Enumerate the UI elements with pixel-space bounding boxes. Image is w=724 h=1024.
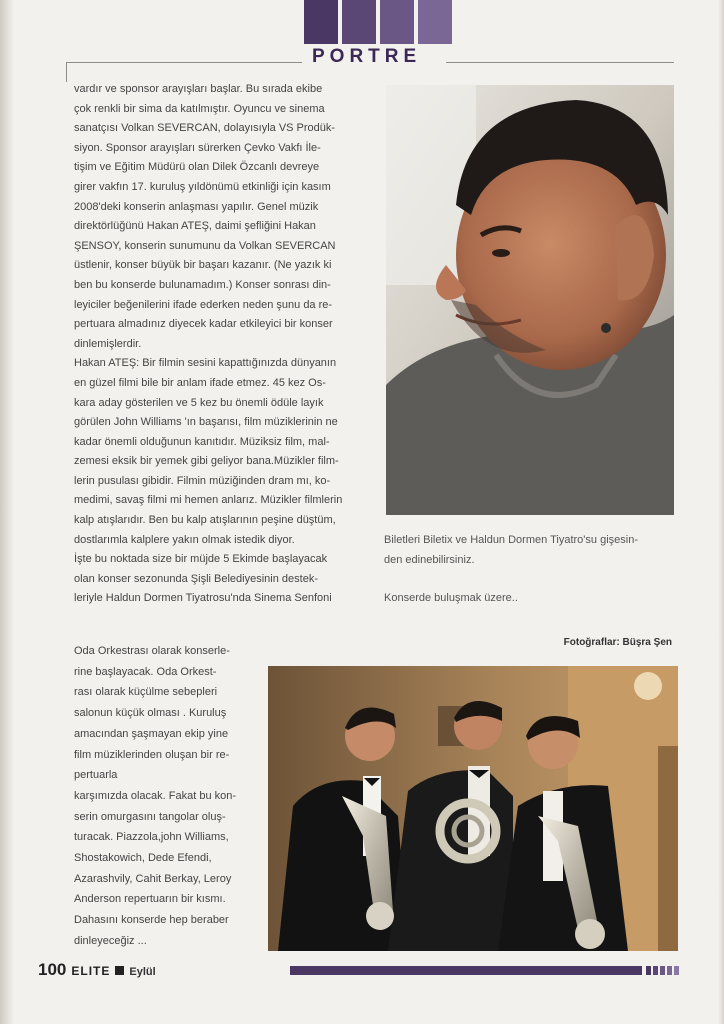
article-line: pertuarla: [74, 769, 118, 782]
article-line: Azarashvily, Cahit Berkay, Leroy: [74, 872, 232, 885]
article-line: ŞENSOY, konserin sunumunu da Volkan SEVERCAN: [74, 239, 336, 252]
article-line: üstlenir, konser büyük bir başarı kazanır. (Ne yazık ki: [74, 259, 332, 272]
article-line: kadar önemli olduğunun kanıtıdır. Müziksiz film, mal-: [74, 435, 330, 448]
color-block: [674, 966, 679, 975]
article-line: ben bu konserde bulunamadım.) Konser sonrası din-: [74, 278, 331, 291]
color-block: [380, 0, 414, 44]
issue-month: Eylül: [129, 966, 156, 978]
color-block: [418, 0, 452, 44]
article-column: [74, 80, 368, 609]
page-number: 100: [38, 960, 67, 979]
article-line: dinleyeceğiz ...: [74, 934, 147, 947]
article-line: vardır ve sponsor arayışları başlar. Bu sırada ekibe: [74, 83, 323, 95]
article-line: leriyle Haldun Dormen Tiyatrosu'nda Sinema Senfoni: [74, 592, 332, 605]
article-line: Anderson repertuarın bir kısmı.: [74, 893, 226, 906]
header-rule-left: [66, 62, 302, 63]
article-line: direktörlüğünü Hakan ATEŞ, daimi şefliğini Hakan: [74, 220, 316, 233]
article-line: en güzel filmi bile bir anlam ifade etmez. 45 kez Os-: [74, 376, 326, 389]
article-line: siyon. Sponsor arayışları sürerken Çevko Vakfı İle-: [74, 141, 321, 154]
magazine-logo: ELITE: [71, 964, 111, 978]
article-line: lerin pusulası gibidir. Filmin müziğinden dram mı, ko-: [74, 474, 331, 487]
color-block: [304, 0, 338, 44]
article-line: İşte bu noktada size bir müjde 5 Ekimde başlayacak: [74, 553, 328, 566]
article-line: serin omurgasını tangolar oluş-: [74, 810, 226, 823]
page-edge: [718, 0, 724, 1024]
closing-line: Konserde buluşmak üzere..: [384, 592, 518, 604]
article-line: Shostakowich, Dede Efendi,: [74, 852, 212, 865]
article-line: kalp atışlarıdır. Ben bu kalp atışlarının peşine düştüm,: [74, 514, 336, 527]
article-line: karşımızda olacak. Fakat bu kon-: [74, 789, 237, 802]
article-line: çok renkli bir sima da katılmıştır. Oyuncu ve sinema: [74, 102, 325, 115]
info-caption: [384, 530, 676, 608]
header-rule-right: [446, 62, 674, 63]
color-block: [667, 966, 672, 975]
article-line: 2008'deki konserin anlaşması yapılır. Genel müzik: [74, 200, 319, 213]
article-column-narrow: [74, 641, 254, 952]
article-line: Dahasını konserde hep beraber: [74, 914, 229, 927]
article-line: leyiciler beğenilerini ifade ederken neden şunu da re-: [74, 298, 333, 311]
article-line: turacak. Piazzola,john Williams,: [74, 831, 229, 844]
section-color-blocks: [304, 0, 452, 44]
article-line: medimi, savaş filmi mi hemen anlarız. Müzikler filmlerin: [74, 494, 343, 507]
article-line: salonun küçük olması . Kuruluş: [74, 707, 227, 720]
ticket-info: Biletleri Biletix ve Haldun Dormen Tiyatro'su gişesin-: [384, 534, 638, 546]
ticket-info-cont: den edinebilirsiniz.: [384, 554, 475, 566]
color-block: [342, 0, 376, 44]
page-gutter-shadow: [0, 0, 14, 1024]
page-footer: [38, 960, 156, 980]
article-line: tişim ve Eğitim Müdürü olan Dilek Özcanlı devreye: [74, 161, 320, 174]
portrait-photo: [386, 85, 674, 515]
article-line: dostlarımla kalplere yakın olmak istedik diyor.: [74, 533, 295, 546]
article-line: olan konser sezonunda Şişli Belediyesinin destek-: [74, 572, 318, 585]
article-line: film müziklerinden oluşan bir re-: [74, 748, 230, 761]
section-title: PORTRE: [312, 46, 422, 67]
article-line: Hakan ATEŞ: Bir filmin sesini kapattığınızda dünyanın: [74, 357, 337, 370]
article-line: dinlemişlerdir.: [74, 337, 142, 350]
color-block: [653, 966, 658, 975]
article-line: kara aday gösterilen ve 5 kez bu önemli ödüle layık: [74, 396, 324, 409]
article-line: pertuara almadınız diyecek kadar etkileyici bir konser: [74, 318, 333, 331]
photo-credit: Fotoğraflar: Büşra Şen: [563, 637, 672, 648]
article-line: Oda Orkestrası olarak konserle-: [74, 645, 230, 657]
article-line: rası olarak küçülme sebepleri: [74, 686, 218, 699]
footer-color-blocks: [646, 966, 679, 975]
article-line: zemesi eksik bir yemek gibi geliyor bana.Müzikler film-: [74, 455, 339, 468]
square-icon: [115, 966, 124, 975]
article-line: rine başlayacak. Oda Orkest-: [74, 665, 217, 678]
article-line: görülen John Williams 'ın başarısı, film müziklerinin ne: [74, 416, 338, 429]
article-line: amacından şaşmayan ekip yine: [74, 727, 229, 740]
group-photo: [268, 666, 678, 951]
color-block: [646, 966, 651, 975]
footer-bar: [290, 966, 642, 975]
article-line: girer vakfın 17. kuruluş yıldönümü etkinliği için kasım: [74, 180, 331, 193]
article-line: sanatçısı Volkan SEVERCAN, dolayısıyla VS Prodük-: [74, 122, 336, 135]
header-rule-tick: [66, 62, 67, 82]
color-block: [660, 966, 665, 975]
